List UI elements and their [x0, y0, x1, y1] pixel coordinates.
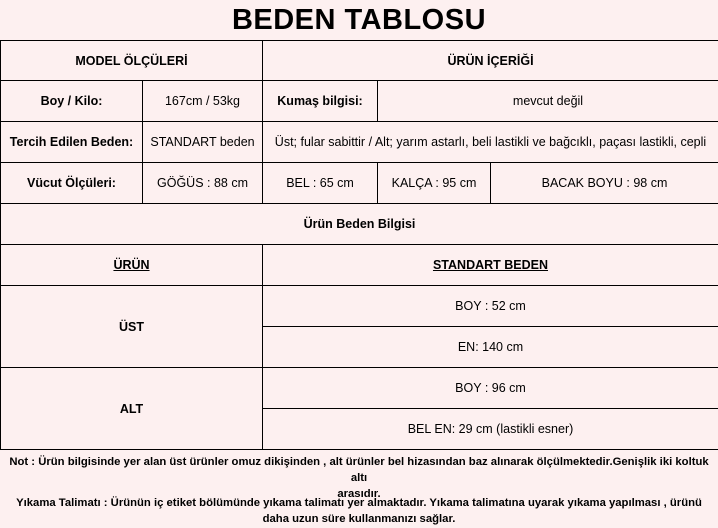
body-measurements-label: Vücut Ölçüleri:: [1, 163, 143, 204]
page-title: BEDEN TABLOSU: [231, 4, 487, 36]
preferred-size-value: STANDART beden: [143, 122, 263, 163]
fabric-label: Kumaş bilgisi:: [263, 81, 378, 122]
chest-measurement: GÖĞÜS : 88 cm: [143, 163, 263, 204]
wash-line-1: Yıkama Talimatı : Ürünün iç etiket bölümünde yıkama talimatı yer almaktadır. Yıkama talimatına uyarak yıkama yapılması , ürünü: [16, 497, 702, 509]
hip-measurement: KALÇA : 95 cm: [378, 163, 491, 204]
top-length: BOY : 52 cm: [263, 286, 718, 327]
product-details: Üst; fular sabittir / Alt; yarım astarlı, beli lastikli ve bağcıklı, paçası lastikli, cepli: [263, 122, 718, 163]
model-measurements-heading: MODEL ÖLÇÜLERİ: [1, 41, 263, 81]
bottom-part-label: ALT: [1, 368, 263, 450]
leg-length-measurement: BACAK BOYU : 98 cm: [491, 163, 718, 204]
wash-line-2: daha uzun süre kullanmanızı sağlar.: [262, 513, 456, 525]
waist-measurement: BEL : 65 cm: [263, 163, 378, 204]
product-column-header: ÜRÜN: [1, 245, 263, 286]
fabric-value: mevcut değil: [378, 81, 718, 122]
height-weight-label: Boy / Kilo:: [1, 81, 143, 122]
size-chart-table: [0, 40, 718, 450]
bottom-length: BOY : 96 cm: [263, 368, 718, 409]
height-weight-value: 167cm / 53kg: [143, 81, 263, 122]
size-info-heading: Ürün Beden Bilgisi: [1, 204, 718, 245]
note-line-1: Not : Ürün bilgisinde yer alan üst ürünler omuz dikişinden , alt ürünler bel hizasından baz alınarak ölçülmektedir.Genişlik iki koltuk altı: [9, 456, 709, 484]
preferred-size-label: Tercih Edilen Beden:: [1, 122, 143, 163]
bottom-waist-width: BEL EN: 29 cm (lastikli esner): [263, 409, 718, 450]
top-width: EN: 140 cm: [263, 327, 718, 368]
size-column-header: STANDART BEDEN: [263, 245, 718, 286]
washing-instructions: [0, 495, 718, 527]
product-content-heading: ÜRÜN İÇERİĞİ: [263, 41, 718, 81]
note-line-2: arasıdır.: [337, 488, 381, 500]
top-part-label: ÜST: [1, 286, 263, 368]
